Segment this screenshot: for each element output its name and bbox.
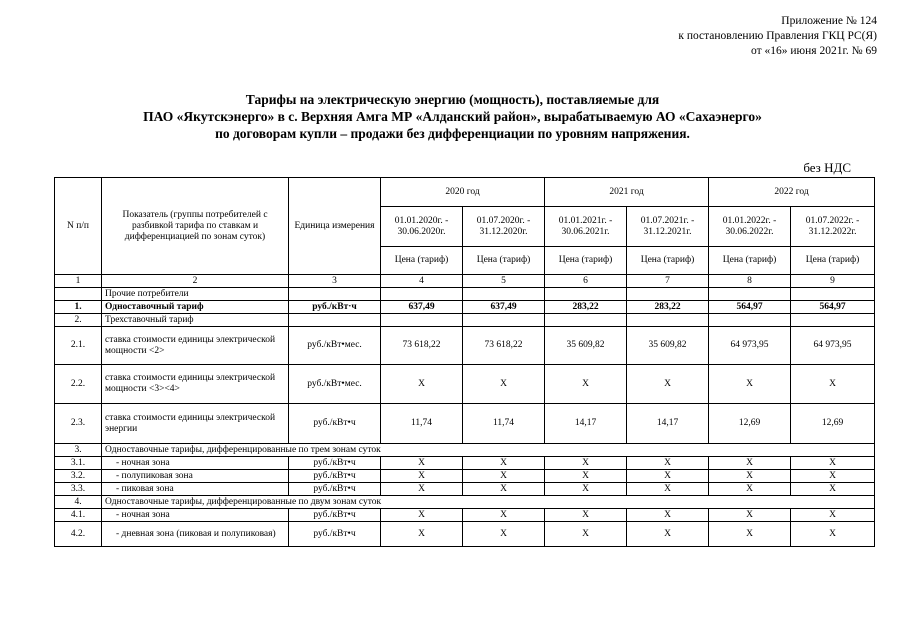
cell-value: 64 973,95	[709, 327, 791, 365]
col-num: 4	[381, 275, 463, 288]
cell-value: X	[709, 483, 791, 496]
cell-value: X	[791, 365, 875, 404]
appendix-line-3: от «16» июня 2021г. № 69	[751, 45, 877, 57]
cell-value: 35 609,82	[545, 327, 627, 365]
cell-value: 283,22	[627, 301, 709, 314]
header-year-2022: 2022 год	[709, 178, 875, 207]
col-num: 2	[102, 275, 289, 288]
row-num: 2.2.	[55, 365, 102, 404]
row-name: ставка стоимости единицы электрической мощности <3><4>	[102, 365, 289, 404]
header-price: Цена (тариф)	[791, 247, 875, 275]
cell-value: 12,69	[791, 404, 875, 444]
vat-note: без НДС	[803, 160, 851, 175]
row-num: 3.	[55, 444, 102, 457]
cell-value: X	[545, 457, 627, 470]
cell-value: X	[791, 509, 875, 522]
cell-value: 73 618,22	[381, 327, 463, 365]
column-number-row	[55, 275, 875, 288]
header-period: 01.01.2021г. - 30.06.2021г.	[545, 207, 627, 247]
cell-value: X	[709, 365, 791, 404]
row-unit: руб./кВт•ч	[289, 509, 381, 522]
row-name: - пиковая зона	[102, 483, 289, 496]
col-num: 5	[463, 275, 545, 288]
section-others: Прочие потребители	[102, 288, 289, 301]
cell-value: X	[381, 509, 463, 522]
document-title	[0, 91, 905, 142]
cell-value: X	[791, 483, 875, 496]
header-price: Цена (тариф)	[709, 247, 791, 275]
row-name: - дневная зона (пиковая и полупиковая)	[102, 522, 289, 547]
cell-value: X	[709, 522, 791, 547]
header-price: Цена (тариф)	[381, 247, 463, 275]
row-num: 2.1.	[55, 327, 102, 365]
cell-value: X	[463, 483, 545, 496]
cell-value: X	[545, 470, 627, 483]
header-indicator: Показатель (группы потребителей с разбивкой тарифа по ставкам и дифференциацией по зонам суток)	[102, 178, 289, 275]
table-row	[55, 522, 875, 547]
row-name: - ночная зона	[102, 457, 289, 470]
cell-value: X	[545, 483, 627, 496]
table-row	[55, 327, 875, 365]
row-name: - полупиковая зона	[102, 470, 289, 483]
cell-value: 283,22	[545, 301, 627, 314]
table-row	[55, 444, 875, 457]
row-name: - ночная зона	[102, 509, 289, 522]
col-num: 3	[289, 275, 381, 288]
cell-value: 11,74	[381, 404, 463, 444]
row-unit: руб./кВт•ч	[289, 404, 381, 444]
header-row-years	[55, 178, 875, 207]
header-price: Цена (тариф)	[545, 247, 627, 275]
header-period: 01.07.2021г. - 31.12.2021г.	[627, 207, 709, 247]
row-unit: руб./кВт•ч	[289, 470, 381, 483]
cell-value: X	[463, 470, 545, 483]
cell-value: X	[463, 457, 545, 470]
cell-value: X	[381, 457, 463, 470]
header-period: 01.01.2022г. - 30.06.2022г.	[709, 207, 791, 247]
cell-value: 35 609,82	[627, 327, 709, 365]
cell-value: 637,49	[463, 301, 545, 314]
cell-value: X	[627, 365, 709, 404]
row-num: 3.2.	[55, 470, 102, 483]
row-name: Одноставочный тариф	[102, 301, 289, 314]
row-num: 4.	[55, 496, 102, 509]
cell-value: 637,49	[381, 301, 463, 314]
title-line-3: по договорам купли – продажи без дифференциации по уровням напряжения.	[215, 126, 690, 141]
cell-value: X	[381, 522, 463, 547]
section-title: Одноставочные тарифы, дифференцированные по двум зонам суток	[102, 496, 875, 509]
row-unit: руб./кВт•мес.	[289, 327, 381, 365]
cell-value: X	[791, 457, 875, 470]
row-num: 2.	[55, 314, 102, 327]
title-line-1: Тарифы на электрическую энергию (мощность), поставляемые для	[245, 92, 660, 107]
row-num: 3.3.	[55, 483, 102, 496]
cell-value: X	[627, 470, 709, 483]
tariff-table	[54, 177, 875, 547]
cell-value: X	[627, 457, 709, 470]
table-row	[55, 314, 875, 327]
row-name: Трехставочный тариф	[102, 314, 289, 327]
col-num: 6	[545, 275, 627, 288]
cell-value: 14,17	[627, 404, 709, 444]
appendix-line-1: Приложение № 124	[781, 15, 877, 27]
cell-value: X	[709, 457, 791, 470]
row-num: 4.1.	[55, 509, 102, 522]
header-period: 01.07.2022г. - 31.12.2022г.	[791, 207, 875, 247]
cell-value: X	[463, 365, 545, 404]
table-row	[55, 457, 875, 470]
cell-value: X	[545, 509, 627, 522]
section-title: Одноставочные тарифы, дифференцированные по трем зонам суток	[102, 444, 875, 457]
cell-value: X	[381, 470, 463, 483]
table-row	[55, 301, 875, 314]
cell-value: 12,69	[709, 404, 791, 444]
row-num: 2.3.	[55, 404, 102, 444]
table-row	[55, 509, 875, 522]
cell-value: 564,97	[709, 301, 791, 314]
cell-value: X	[791, 522, 875, 547]
cell-value: X	[545, 365, 627, 404]
row-num: 4.2.	[55, 522, 102, 547]
table-row	[55, 288, 875, 301]
row-unit: руб./кВт•ч	[289, 457, 381, 470]
col-num: 9	[791, 275, 875, 288]
table-row	[55, 404, 875, 444]
header-price: Цена (тариф)	[627, 247, 709, 275]
table-row	[55, 365, 875, 404]
cell-value: X	[627, 483, 709, 496]
row-num: 3.1.	[55, 457, 102, 470]
cell-value: X	[545, 522, 627, 547]
col-num: 8	[709, 275, 791, 288]
cell-value: X	[791, 470, 875, 483]
header-period: 01.07.2020г. - 31.12.2020г.	[463, 207, 545, 247]
cell-value: X	[627, 509, 709, 522]
cell-value: 14,17	[545, 404, 627, 444]
header-unit: Единица измерения	[289, 178, 381, 275]
table-row	[55, 483, 875, 496]
appendix-block	[678, 14, 877, 59]
table-row	[55, 496, 875, 509]
row-unit: руб./кВт·ч	[289, 301, 381, 314]
cell-value: X	[381, 365, 463, 404]
cell-value: X	[381, 483, 463, 496]
row-unit: руб./кВт•ч	[289, 483, 381, 496]
cell-value: 11,74	[463, 404, 545, 444]
table-row	[55, 470, 875, 483]
row-unit: руб./кВт•мес.	[289, 365, 381, 404]
title-line-2: ПАО «Якутскэнерго» в с. Верхняя Амга МР «Алданский район», вырабатываемую АО «Сахаэнерго»	[143, 109, 762, 124]
row-name: ставка стоимости единицы электрической энергии	[102, 404, 289, 444]
cell-value: X	[709, 470, 791, 483]
row-name: ставка стоимости единицы электрической мощности <2>	[102, 327, 289, 365]
col-num: 7	[627, 275, 709, 288]
cell-value: X	[463, 509, 545, 522]
row-unit: руб./кВт•ч	[289, 522, 381, 547]
cell-value: X	[709, 509, 791, 522]
header-year-2020: 2020 год	[381, 178, 545, 207]
cell-value: X	[627, 522, 709, 547]
header-price: Цена (тариф)	[463, 247, 545, 275]
header-period: 01.01.2020г. - 30.06.2020г.	[381, 207, 463, 247]
cell-value: 64 973,95	[791, 327, 875, 365]
appendix-line-2: к постановлению Правления ГКЦ РС(Я)	[678, 30, 877, 42]
cell-value: 73 618,22	[463, 327, 545, 365]
header-year-2021: 2021 год	[545, 178, 709, 207]
cell-value: 564,97	[791, 301, 875, 314]
cell-value: X	[463, 522, 545, 547]
col-num: 1	[55, 275, 102, 288]
row-num: 1.	[55, 301, 102, 314]
header-num: N п/п	[55, 178, 102, 275]
